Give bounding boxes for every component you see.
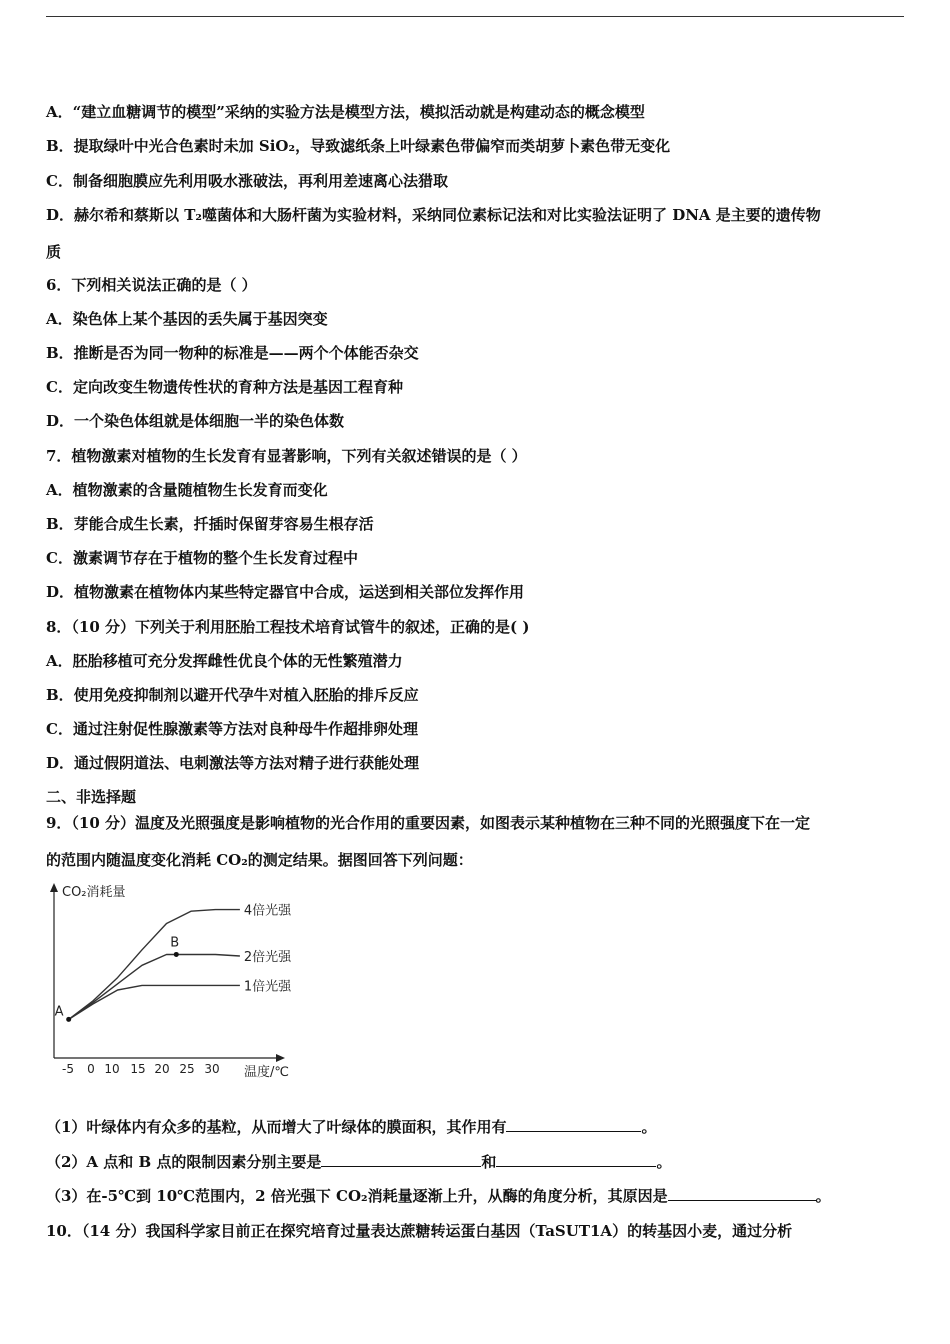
y-axis-arrow (50, 883, 58, 892)
q6-option-c: C．定向改变生物遗传性状的育种方法是基因工程育种 (46, 378, 403, 396)
q6-option-d: D．一个染色体组就是体细胞一半的染色体数 (46, 412, 345, 430)
co2-temperature-chart (44, 880, 314, 1085)
q8-option-a: A．胚胎移植可充分发挥雌性优良个体的无性繁殖潜力 (46, 652, 403, 670)
q6-option-b: B．推断是否为同一物种的标准是——两个个体能否杂交 (46, 344, 419, 362)
q6-stem: 6．下列相关说法正确的是（ ） (46, 276, 257, 294)
point-label-A: A (54, 1004, 64, 1020)
series-line-2 (69, 985, 240, 1019)
q5-option-d-line1: D．赫尔希和蔡斯以 T₂噬菌体和大肠杆菌为实验材料，采纳同位素标记法和对比实验法证明了 DNA 是主要的遗传物 (46, 206, 821, 224)
q9-sub2-blank-b[interactable] (496, 1152, 656, 1167)
x-tick-label: 30 (204, 1062, 220, 1076)
q8-option-d: D．通过假阴道法、电刺激法等方法对精子进行获能处理 (46, 754, 420, 772)
top-rule (46, 16, 904, 17)
x-tick-label: 0 (87, 1062, 95, 1076)
point-B (174, 952, 179, 957)
q6-option-a: A．染色体上某个基因的丢失属于基因突变 (46, 310, 328, 328)
q9-sub3-text: （3）在-5℃到 10℃范围内，2 倍光强下 CO₂消耗量逐渐上升，从酶的角度分析，其原因是 (46, 1187, 668, 1205)
q7-option-d: D．植物激素在植物体内某些特定器官中合成，运送到相关部位发挥作用 (46, 583, 525, 601)
y-axis-label: CO₂消耗量 (62, 885, 126, 900)
q7-option-c: C．激素调节存在于植物的整个生长发育过程中 (46, 549, 358, 567)
series-label-1: 2倍光强 (243, 950, 292, 965)
q5-option-b: B．提取绿叶中光合色素时未加 SiO₂，导致滤纸条上叶绿素色带偏窄而类胡萝卜素色带无变化 (46, 137, 671, 155)
q5-option-a: A．“建立血糖调节的模型”采纳的实验方法是模型方法，模拟活动就是构建动态的概念模型 (46, 103, 645, 121)
q9-sub3-blank[interactable] (668, 1186, 816, 1201)
q9-sub3-end: 。 (815, 1187, 831, 1205)
q8-option-b: B．使用免疫抑制剂以避开代孕牛对植入胚胎的排斥反应 (46, 686, 419, 704)
q9-sub1-text: （1）叶绿体内有众多的基粒，从而增大了叶绿体的膜面积，其作用有 (46, 1118, 507, 1136)
x-tick-label: 10 (104, 1062, 120, 1076)
q9-sub2-and: 和 (481, 1153, 497, 1171)
q5-option-d-line2: 质 (46, 243, 62, 261)
q7-stem: 7．植物激素对植物的生长发育有显著影响，下列有关叙述错误的是（ ） (46, 447, 527, 465)
q8-stem: 8．（10 分）下列关于利用胚胎工程技术培育试管牛的叙述，正确的是( ) (46, 618, 530, 636)
q7-option-a: A．植物激素的含量随植物生长发育而变化 (46, 481, 328, 499)
q9-sub2-blank-a[interactable] (321, 1152, 481, 1167)
q9-sub1-end: 。 (641, 1118, 657, 1136)
x-axis-label: 温度/℃ (244, 1065, 289, 1080)
x-tick-label: 20 (154, 1062, 170, 1076)
series-line-1 (69, 955, 240, 1020)
x-tick-label: 25 (179, 1062, 195, 1076)
q9-sub2-end: 。 (656, 1153, 672, 1171)
q5-option-c: C．制备细胞膜应先利用吸水涨破法，再利用差速离心法猎取 (46, 172, 448, 190)
section-title: 二、非选择题 (46, 788, 137, 806)
q9-sub2 (46, 1152, 671, 1172)
q7-option-b: B．芽能合成生长素，扦插时保留芽容易生根存活 (46, 515, 374, 533)
series-label-2: 1倍光强 (243, 979, 292, 995)
q9-sub3 (46, 1186, 831, 1206)
q9-stem-line2: 的范围内随温度变化消耗 CO₂的测定结果。据图回答下列问题： (46, 851, 473, 869)
point-A (66, 1017, 71, 1022)
q9-sub1 (46, 1117, 656, 1137)
q8-option-c: C．通过注射促性腺激素等方法对良种母牛作超排卵处理 (46, 720, 418, 738)
x-axis-arrow (276, 1054, 285, 1062)
x-tick-label: -5 (62, 1062, 74, 1076)
series-label-0: 4倍光强 (243, 903, 292, 919)
q10-stem-line1: 10．（14 分）我国科学家目前正在探究培育过量表达蔗糖转运蛋白基因（TaSUT1A）的转基因小麦，通过分析 (46, 1222, 793, 1240)
q9-sub1-blank[interactable] (506, 1117, 641, 1132)
q9-sub2-text: （2）A 点和 B 点的限制因素分别主要是 (46, 1153, 322, 1171)
point-label-B: B (170, 935, 180, 951)
x-tick-label: 15 (130, 1062, 146, 1076)
q9-stem-line1: 9．（10 分）温度及光照强度是影响植物的光合作用的重要因素，如图表示某种植物在三种不同的光照强度下在一定 (46, 814, 811, 832)
